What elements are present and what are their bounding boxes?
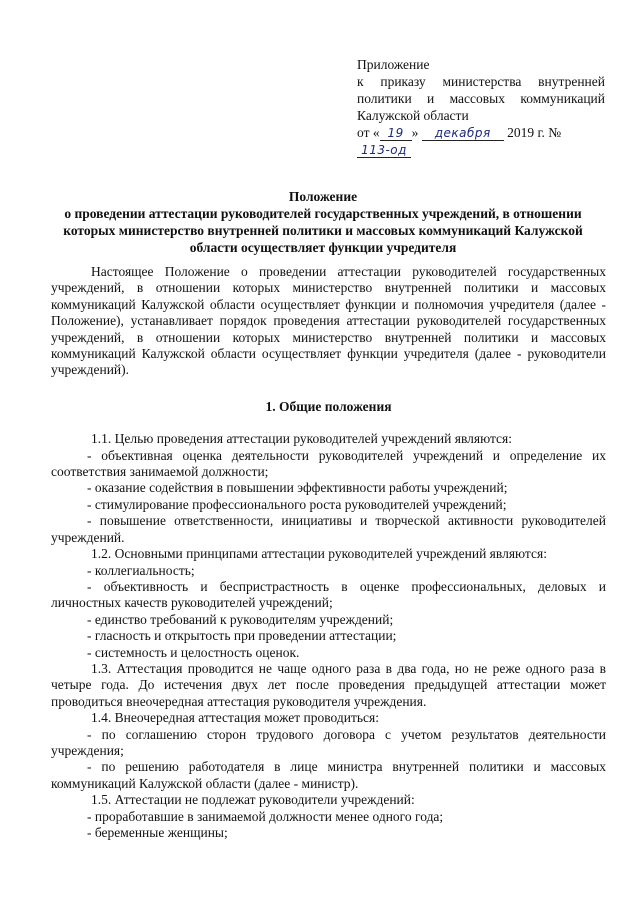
list-item: - оказание содействия в повышении эффективности работы учреждений; [87, 480, 508, 496]
list-item: - коллегиальность; [87, 562, 195, 578]
date-mid: » [411, 125, 419, 140]
appendix-region-line: Калужской области [357, 108, 469, 123]
intro-paragraph: Настоящее Положение о проведении аттестации руководителей государственных учреждений, в отношении которых министерство внутренней политики и массовых коммуникаций Калужской области осуществляет функции и полномочия учредителя (далее - Положение), устанавливает порядок проведения аттестации руководителей государственных учреждений, в отношении которых министерство внутренней политики и массовых коммуникаций Калужской области осуществляет функции учредителя (далее - руководители учреждений). [51, 264, 606, 378]
list-item: - по соглашению сторон трудового договора с учетом результатов деятельности учреждения; [51, 726, 606, 758]
list-item: - повышение ответственности, инициативы и творческой активности руководителей учреждений. [51, 513, 606, 545]
paragraph: 1.3. Аттестация проводится не чаще одного раза в два года, но не реже одного раза в четыре года. До истечения двух лет после проведения предыдущей аттестации может проводиться внеочередная аттестация руководителя учреждения. [51, 660, 606, 709]
section-heading: 1. Общие положения [265, 398, 392, 414]
appendix-order-line: к приказу министерства внутренней [357, 74, 605, 89]
paragraph: 1.4. Внеочередная аттестация может проводиться: [91, 710, 379, 726]
appendix-date-line [357, 124, 605, 158]
title-subject: о проведении аттестации руководителей государственных учреждений, в отношении которых министерство внутренней политики и массовых коммуникаций Калужской области осуществляет функции учредителя [63, 206, 583, 255]
paragraph: 1.5. Аттестации не подлежат руководители учреждений: [91, 792, 415, 808]
list-item: - единство требований к руководителям учреждений; [87, 611, 394, 627]
appendix-label: Приложение [357, 57, 430, 72]
handwritten-day: 19 [380, 126, 412, 141]
list-item: - проработавшие в занимаемой должности менее одного года; [87, 808, 444, 824]
list-item: - беременные женщины; [87, 825, 228, 840]
handwritten-month: декабря [422, 126, 504, 141]
appendix-block [357, 56, 605, 158]
date-prefix: от « [357, 125, 380, 140]
list-item: - стимулирование профессионального роста руководителей учреждений; [87, 496, 507, 512]
document-title [40, 188, 606, 256]
title-word: Положение [288, 189, 358, 204]
list-item: - объективность и беспристрастность в оценке профессиональных, деловых и личностных качеств руководителей учреждений; [51, 578, 606, 611]
list-item: - по решению работодателя в лице министра внутренней политики и массовых коммуникаций Калужской области (далее - министр). [51, 759, 606, 791]
handwritten-order-number: 113-од [357, 143, 411, 158]
appendix-ministry-line: политики и массовых коммуникаций [357, 91, 605, 106]
paragraph: 1.2. Основными принципами аттестации руководителей учреждений являются: [91, 546, 547, 562]
paragraph: 1.1. Целью проведения аттестации руководителей учреждений являются: [91, 431, 513, 447]
list-item: - системность и целостность оценок. [87, 644, 300, 660]
document-body [51, 264, 606, 841]
list-item: - объективная оценка деятельности руководителей учреждений и определение их соответствия занимаемой должности; [51, 447, 606, 480]
date-year: 2019 г. № [507, 125, 562, 140]
list-item: - гласность и открытость при проведении аттестации; [87, 628, 397, 644]
